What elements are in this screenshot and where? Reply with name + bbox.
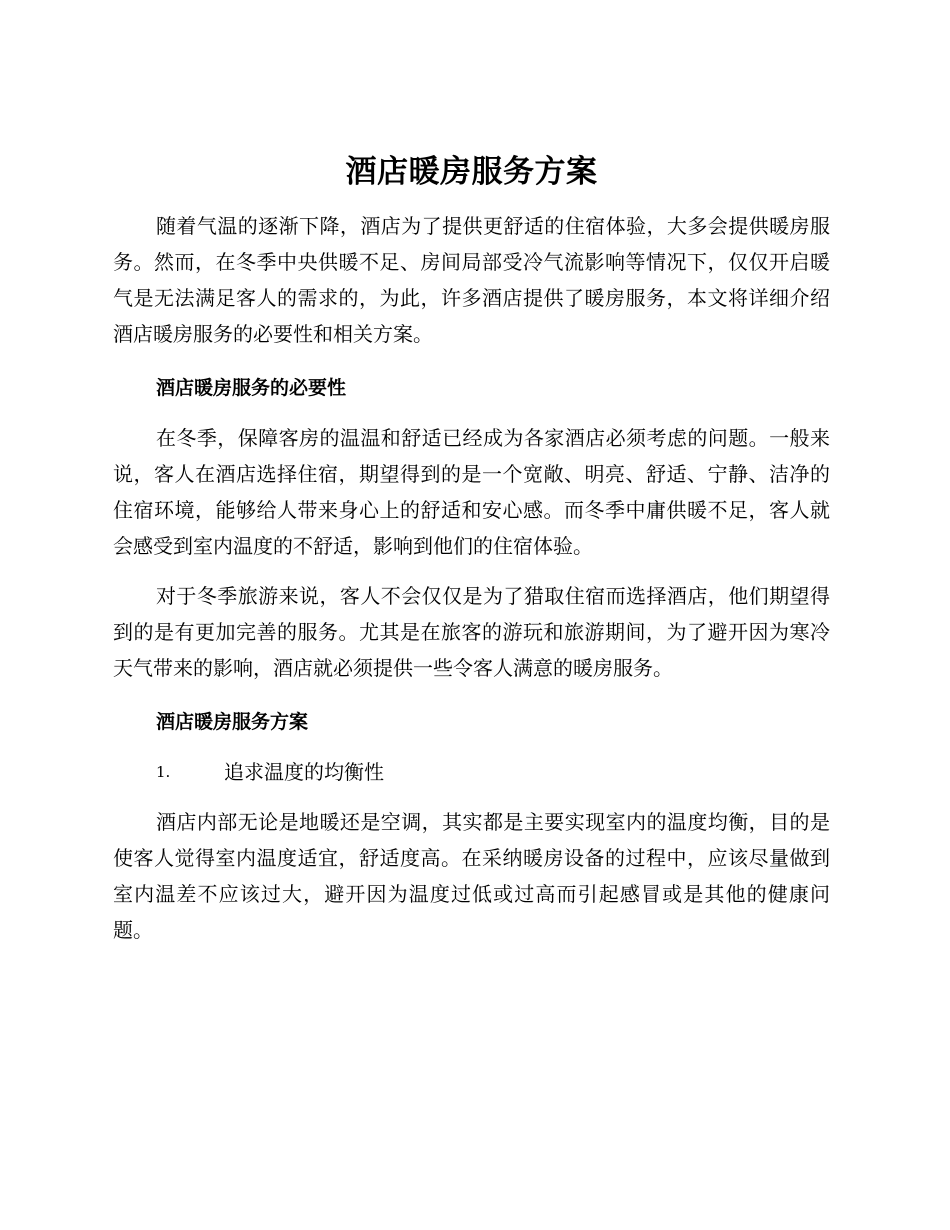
list-item-text: 追求温度的均衡性 <box>224 760 384 784</box>
intro-paragraph: 随着气温的逐渐下降，酒店为了提供更舒适的住宿体验，大多会提供暖房服务。然而，在冬季中央供暖不足、房间局部受冷气流影响等情况下，仅仅开启暖气是无法满足客人的需求的，为此，许多酒店提供了暖房服务，本文将详细介绍酒店暖房服务的必要性和相关方案。 <box>113 214 830 346</box>
list-item <box>113 754 830 790</box>
document-title: 酒店暖房服务方案 <box>345 154 598 190</box>
section-heading-necessity: 酒店暖房服务的必要性 <box>156 377 347 399</box>
plan-paragraph-1: 酒店内部无论是地暖还是空调，其实都是主要实现室内的温度均衡，目的是使客人觉得室内温度适宜，舒适度高。在采纳暖房设备的过程中，应该尽量做到室内温差不应该过大，避开因为温度过低或过高而引起感冒或是其他的健康问题。 <box>113 810 830 942</box>
necessity-paragraph-1: 在冬季，保障客房的温温和舒适已经成为各家酒店必须考虑的问题。一般来说，客人在酒店选择住宿，期望得到的是一个宽敞、明亮、舒适、宁静、洁净的住宿环境，能够给人带来身心上的舒适和安心感。而冬季中庸供暖不足，客人就会感受到室内温度的不舒适，影响到他们的住宿体验。 <box>113 426 830 558</box>
list-item-number: 1. <box>156 763 171 781</box>
necessity-paragraph-2: 对于冬季旅游来说，客人不会仅仅是为了猎取住宿而选择酒店，他们期望得到的是有更加完善的服务。尤其是在旅客的游玩和旅游期间，为了避开因为寒冷天气带来的影响，酒店就必须提供一些令客人满意的暖房服务。 <box>113 584 830 680</box>
section-heading-plan: 酒店暖房服务方案 <box>156 711 309 733</box>
